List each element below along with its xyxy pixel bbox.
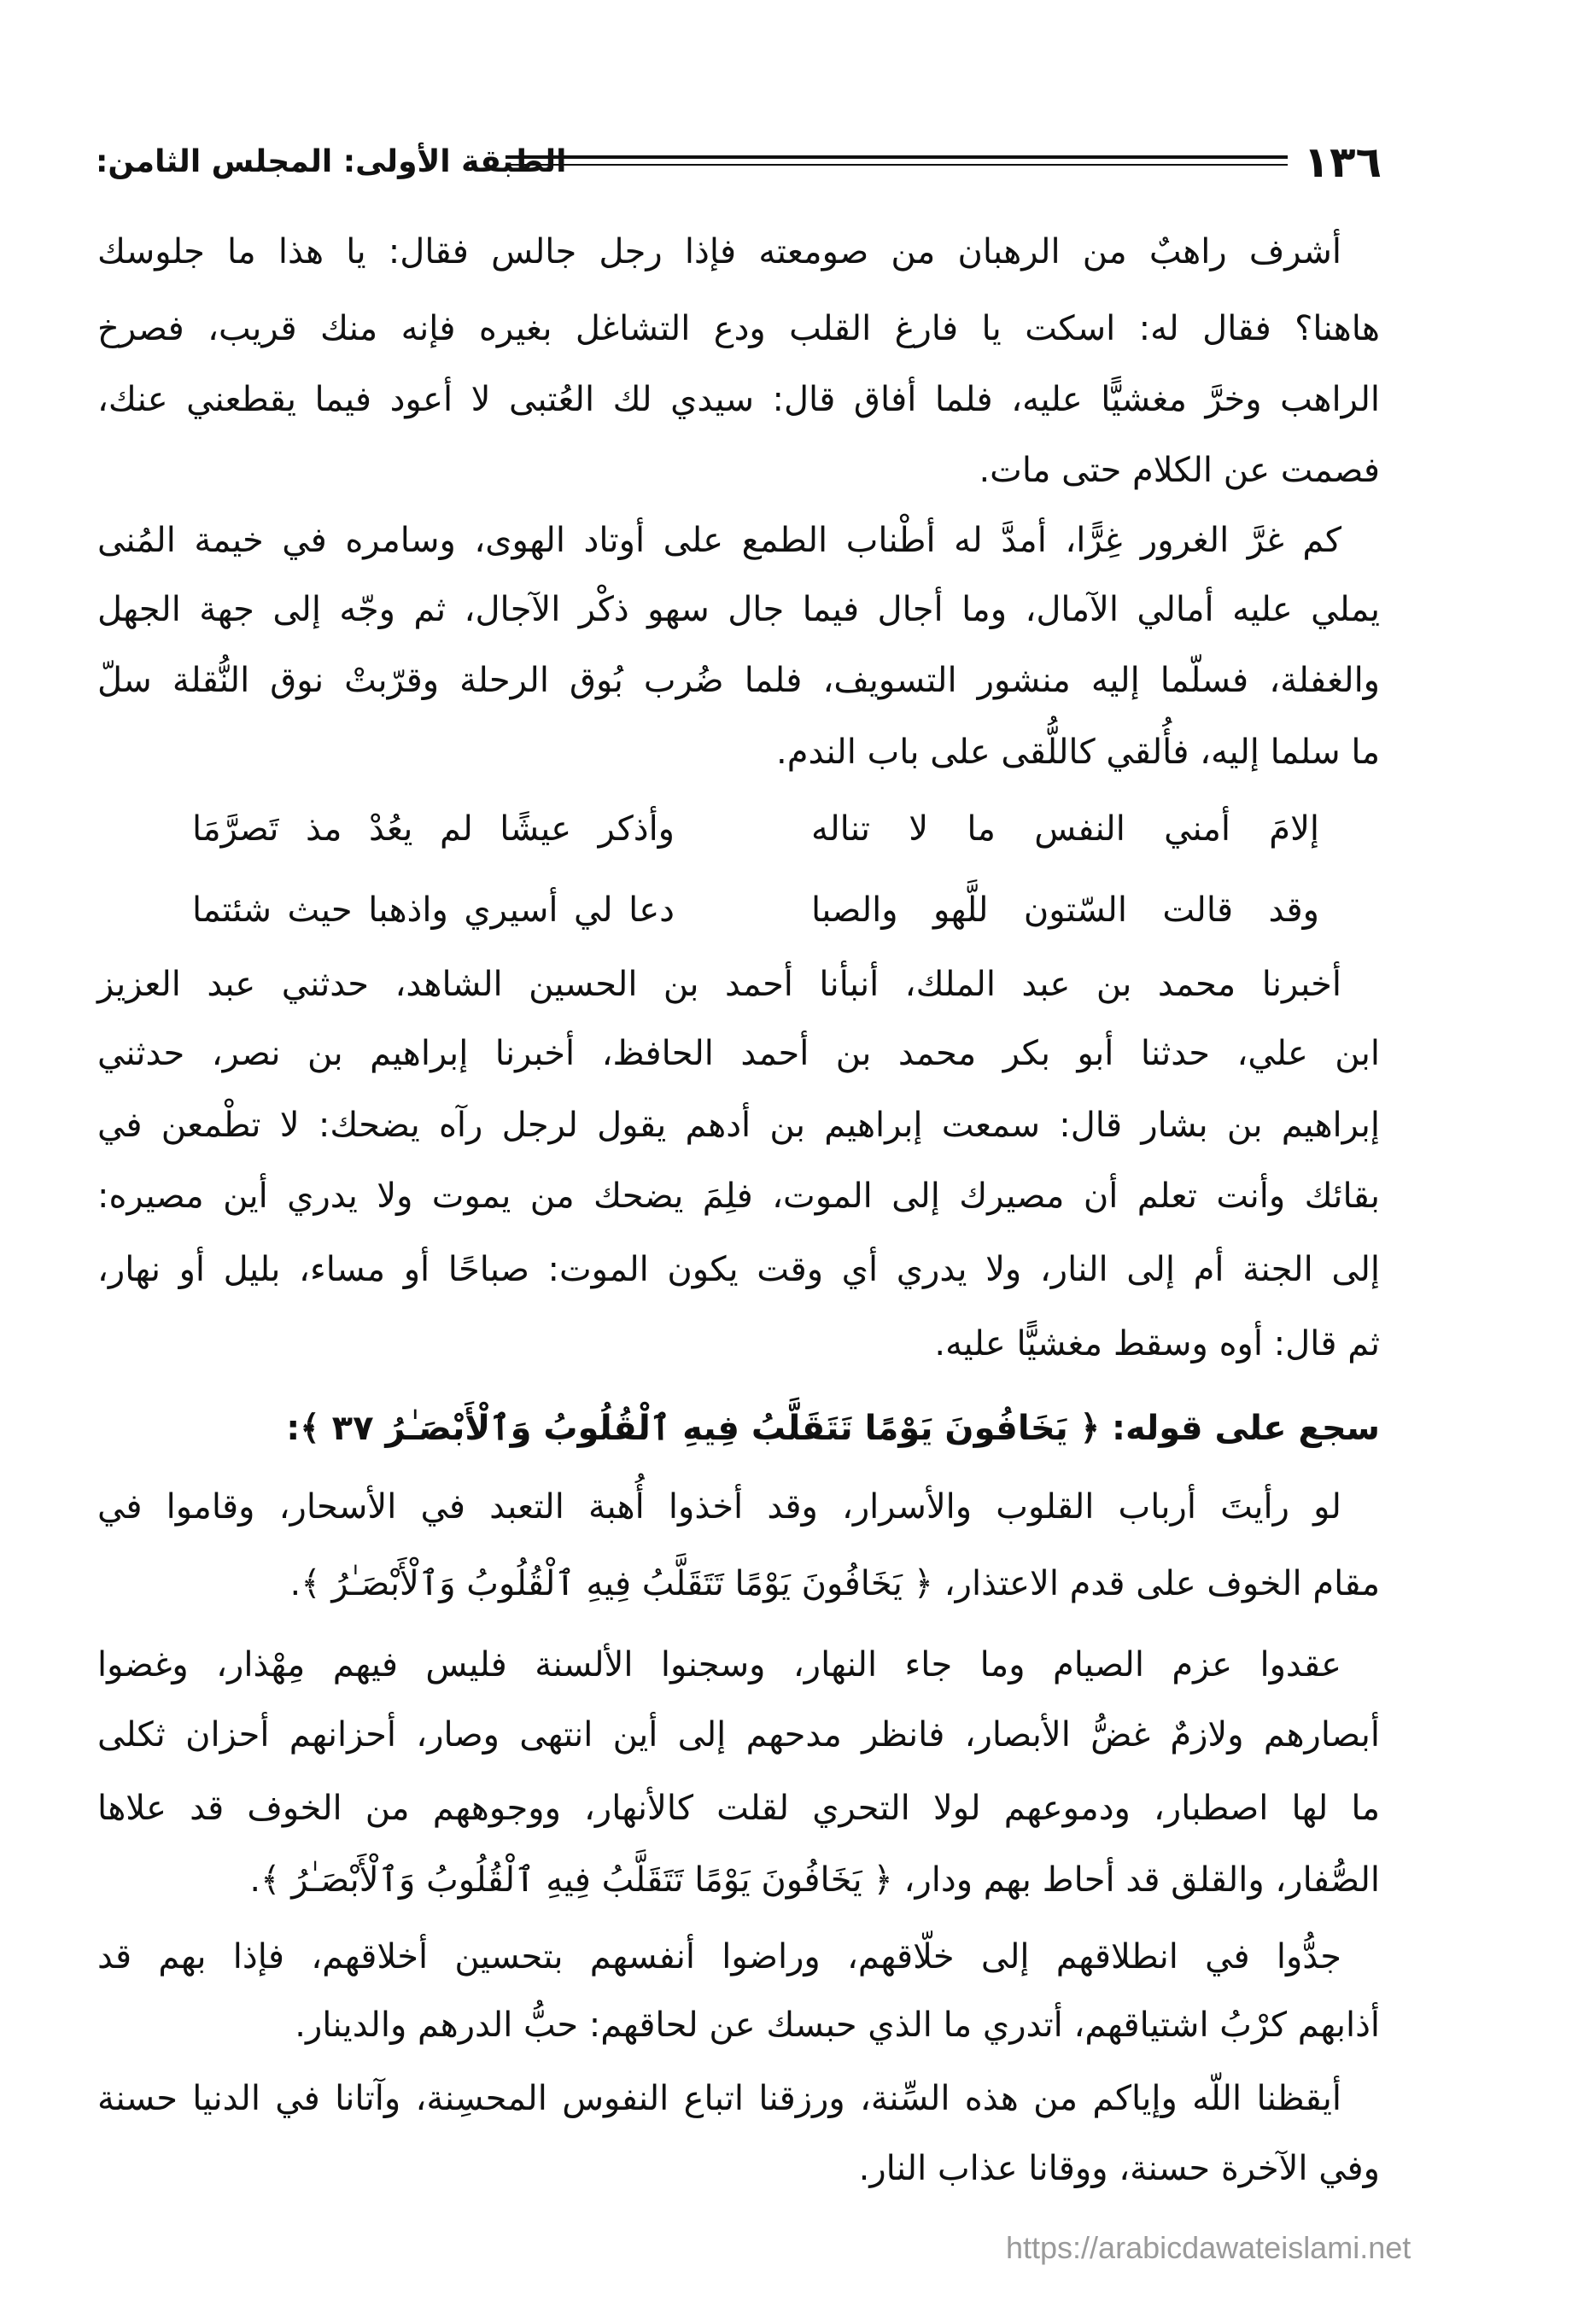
paragraph-line: لو رأيتَ أرباب القلوب والأسرار، وقد أخذوا أُهبة التعبد في الأسحار، وقاموا في [97,1487,1341,1527]
paragraph-line: يملي عليه أمالي الآمال، وما أجال فيما جال سهو ذكْر الآجال، ثم وجّه إلى جهة الجهل [97,590,1380,629]
header-rule-thin [506,164,1288,166]
paragraph-line: أذابهم كرْبُ اشتياقهم، أتدري ما الذي حبسك عن لحاقهم: حبُّ الدرهم والدينار. [295,2006,1380,2045]
paragraph-line: أبصارهم ولازمٌ غضُّ الأبصار، فانظر مدحهم إلى أين انتهى وصار، أحزانهم أحزان ثكلى [97,1715,1380,1755]
poem-hemistich-first: إلامَ أمني النفس ما لا تناله [811,809,1319,849]
section-heading: سجع على قوله: ﴿ يَخَافُونَ يَوْمًا تَتَقَلَّبُ فِيهِ ٱلْقُلُوبُ وَٱلْأَبْصَـٰرُ ٣٧ ﴾: [286,1409,1380,1448]
paragraph-line: أشرف راهبٌ من الرهبان من صومعته فإذا رجل جالس فقال: يا هذا ما جلوسك [97,232,1341,272]
paragraph-line: الصُّفار، والقلق قد أحاط بهم ودار، ﴿ يَخَافُونَ يَوْمًا تَتَقَلَّبُ فِيهِ ٱلْقُلُوبُ وَٱلْأَبْصَـٰرُ ﴾. [249,1860,1380,1900]
paragraph-line: كم غرَّ الغرور غِرًّا، أمدَّ له أطْناب الطمع على أوتاد الهوى، وسامره في خيمة المُنى [97,521,1341,560]
paragraph-line: هاهنا؟ فقال له: اسكت يا فارغ القلب ودع التشاغل بغيره فإنه منك قريب، فصرخ [97,309,1380,348]
paragraph-line: أخبرنا محمد بن عبد الملك، أنبأنا أحمد بن الحسين الشاهد، حدثني عبد العزيز [97,965,1341,1004]
paragraph-line: الراهب وخرَّ مغشيًّا عليه، فلما أفاق قال: سيدي لك العُتبى لا أعود فيما يقطعني عنك، [97,380,1380,419]
paragraph-line: مقام الخوف على قدم الاعتذار، ﴿ يَخَافُونَ يَوْمًا تَتَقَلَّبُ فِيهِ ٱلْقُلُوبُ وَٱلْأَبْصَـٰرُ ﴾. [289,1564,1380,1603]
poem-hemistich-first: وقد قالت السّتون للَّهو والصبا [811,890,1319,930]
paragraph-line: ما لها اصطبار، ودموعهم لولا التحري لقلت كالأنهار، ووجوههم من الخوف قد علاها [97,1789,1380,1828]
paragraph-line: جدُّوا في انطلاقهم إلى خلّاقهم، وراضوا أنفسهم بتحسين أخلاقهم، فإذا بهم قد [97,1937,1341,1977]
paragraph-line: إبراهيم بن بشار قال: سمعت إبراهيم بن أدهم يقول لرجل رآه يضحك: لا تطْمعن في [97,1106,1380,1145]
paragraph-line: إلى الجنة أم إلى النار، ولا يدري أي وقت يكون الموت: صباحًا أو مساء، بليل أو نهار، [97,1250,1380,1289]
paragraph-line: والغفلة، فسلّما إليه منشور التسويف، فلما ضُرب بُوق الرحلة وقرّبتْ نوق النُّقلة سلّ [97,661,1380,700]
paragraph-line: فصمت عن الكلام حتى مات. [979,451,1380,490]
watermark-url: https://arabicdawateislami.net [1006,2230,1411,2265]
paragraph-line: ثم قال: أوه وسقط مغشيًّا عليه. [934,1324,1380,1363]
paragraph-line: ما سلما إليه، فأُلقي كاللُّقى على باب الندم. [776,733,1380,772]
paragraph-line: أيقظنا اللّه وإياكم من هذه السِّنة، ورزقنا اتباع النفوس المحسِنة، وآتانا في الدنيا حسنة [97,2079,1341,2118]
page-number: ١٣٦ [1303,137,1382,187]
page-header [96,137,1382,188]
paragraph-line: وفي الآخرة حسنة، ووقانا عذاب النار. [858,2149,1380,2188]
paragraph-line: ابن علي، حدثنا أبو بكر محمد بن أحمد الحافظ، أخبرنا إبراهيم بن نصر، حدثني [97,1034,1380,1073]
paragraph-line: بقائك وأنت تعلم أن مصيرك إلى الموت، فلِمَ يضحك من يموت ولا يدري أين مصيره: [97,1177,1380,1216]
poem-hemistich-second: دعا لي أسيري واذهبا حيث شئتما [192,890,675,930]
running-title: الطبقة الأولى: المجلس الثامن: [96,144,567,179]
paragraph-line: عقدوا عزم الصيام وما جاء النهار، وسجنوا الألسنة فليس فيهم مِهْذار، وغضوا [97,1645,1341,1685]
header-rule [506,155,1288,159]
poem-hemistich-second: وأذكر عيشًا لم يعُدْ مذ تَصرَّمَا [192,809,675,849]
